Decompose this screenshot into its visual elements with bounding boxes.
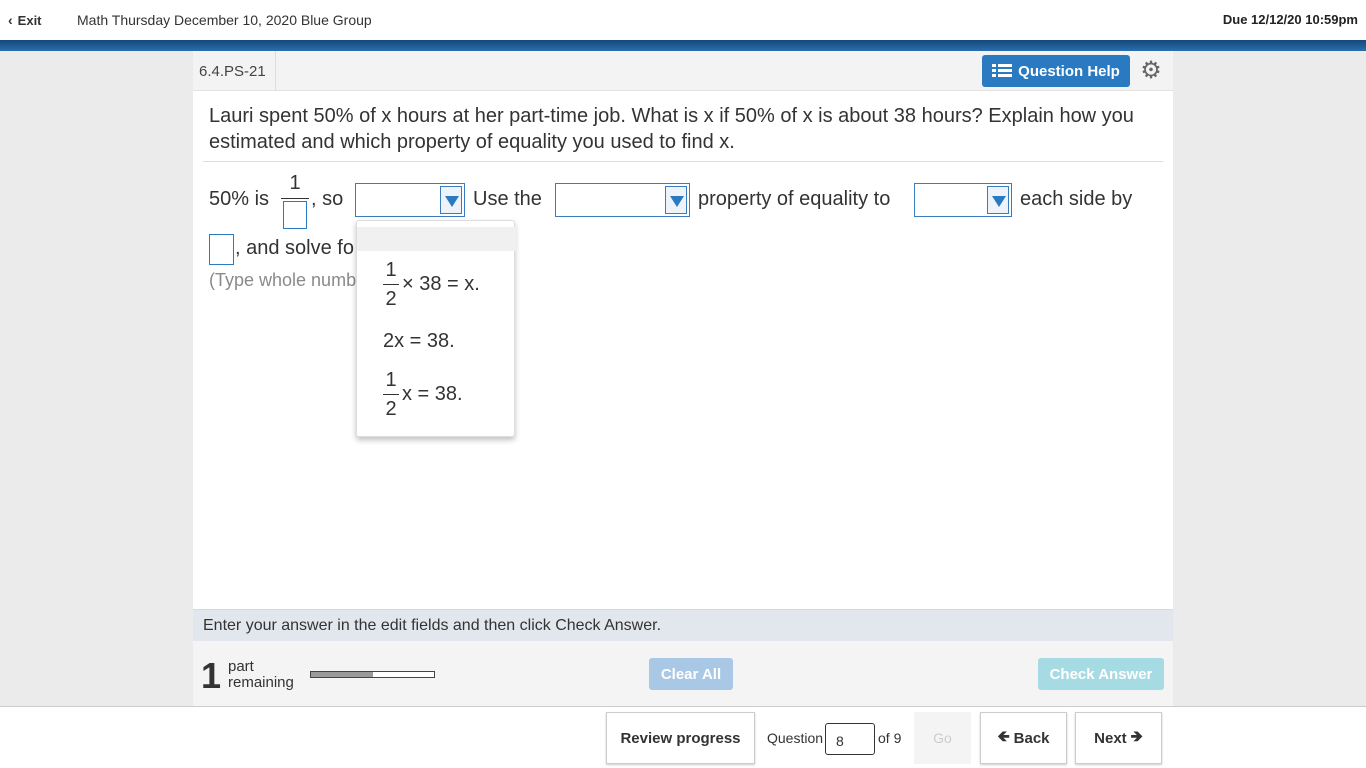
question-label: Question [767,730,824,746]
question-help-button[interactable] [982,55,1130,87]
back-button[interactable] [980,712,1067,764]
top-bar [0,0,1366,40]
answer-text-6: , and solve fo [235,237,354,259]
option-text: 2x = 38. [383,330,455,352]
fraction-denominator: 2 [385,288,397,310]
list-icon [992,64,1012,78]
answer-text-5: each side by [1020,188,1133,210]
progress-bar [310,671,435,678]
parts-remaining-count: 1 [201,655,222,696]
multiplier-input[interactable] [209,234,234,265]
dropdown-arrow-icon [987,186,1009,214]
option-fraction [383,369,399,420]
due-date: Due 12/12/20 10:59pm [1222,12,1358,27]
question-number-input[interactable]: 8 [825,723,875,755]
assignment-title: Math Thursday December 10, 2020 Blue Group [77,12,372,28]
parts-label-line-1: part [228,658,254,675]
bottom-nav-bar [0,706,1366,768]
question-id: 6.4.PS-21 [193,51,276,91]
instructions: Enter your answer in the edit fields and then click Check Answer. [193,609,1173,641]
dropdown-arrow-icon [665,186,687,214]
divider [203,161,1163,162]
dropdown-arrow-icon [440,186,462,214]
progress-fill [311,672,373,677]
arrow-right-icon: 🡺 [1130,727,1143,745]
denominator-input[interactable] [283,201,307,229]
question-text: Lauri spent 50% of x hours at her part-time job. What is x if 50% of x is about 38 hours? Explain how you estimated and which property of equality you used to find x. [209,105,1134,153]
option-fraction [383,259,399,310]
answer-text-3: Use the [473,188,542,210]
operation-dropdown[interactable] [914,183,1012,217]
property-dropdown[interactable] [555,183,690,217]
question-panel [193,51,1173,706]
question-total: of 9 [878,730,902,746]
parts-remaining-label [228,659,294,691]
dropdown-option-blank[interactable] [357,227,516,251]
clear-all-button[interactable]: Clear All [649,658,733,690]
next-label: Next [1094,729,1127,747]
option-text: × 38 = x. [402,273,480,295]
dropdown-option-1[interactable] [383,259,480,310]
gear-icon[interactable]: ⚙ [1140,57,1162,84]
check-answer-button[interactable]: Check Answer [1038,658,1164,690]
fraction-one-over-blank [281,172,309,234]
go-button[interactable]: Go [914,712,971,764]
fraction-numerator: 1 [385,369,397,391]
back-label: Back [1013,729,1050,747]
question-help-label: Question Help [1018,62,1120,80]
fraction-bar [281,198,309,199]
parts-label-line-2: remaining [228,674,294,691]
fraction-numerator: 1 [289,172,301,194]
fraction-denominator: 2 [385,398,397,420]
answer-text-4: property of equality to [698,188,891,210]
answer-text-2: , so [311,188,344,210]
header-stripe [0,40,1366,51]
exit-label: Exit [17,12,42,28]
arrow-left-icon: 🡸 [997,727,1010,745]
option-text: x = 38. [402,383,463,405]
question-header [193,51,1173,91]
equation-dropdown[interactable] [355,183,465,217]
chevron-left-icon: ‹ [8,12,13,28]
fraction-numerator: 1 [385,259,397,281]
question-footer [193,641,1173,706]
equation-dropdown-list [356,220,515,437]
review-progress-button[interactable]: Review progress [606,712,755,764]
answer-hint: (Type whole numb [209,270,357,290]
exit-link[interactable] [8,12,42,28]
dropdown-option-3[interactable] [383,369,463,420]
dropdown-option-2[interactable] [383,330,455,353]
answer-text-1: 50% is [209,188,270,210]
next-button[interactable] [1075,712,1162,764]
